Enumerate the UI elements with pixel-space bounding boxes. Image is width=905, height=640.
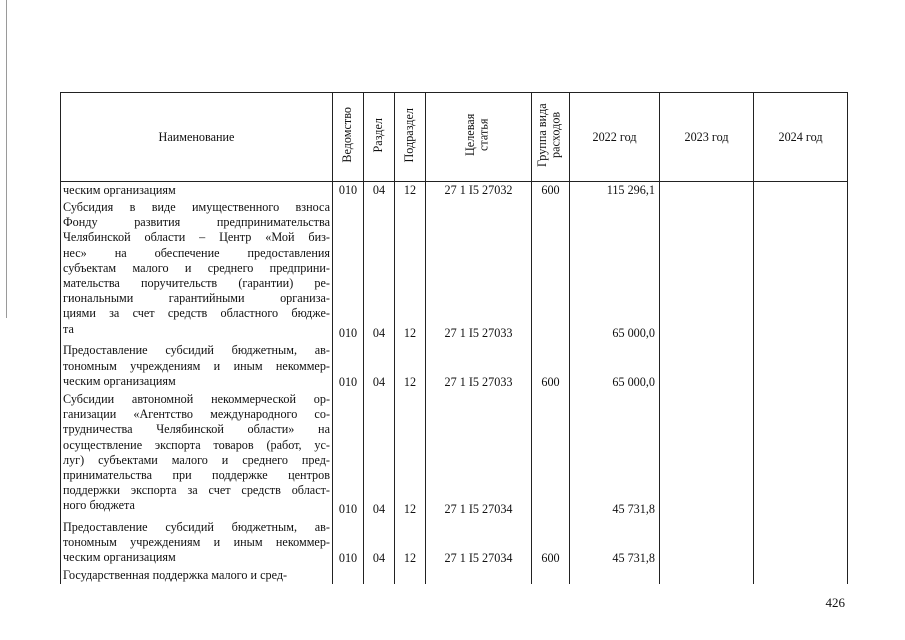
- row-section: 04: [364, 391, 395, 519]
- row-section: 04: [364, 199, 395, 343]
- table-body: [61, 182, 848, 585]
- header-row: [61, 93, 848, 182]
- row-name-line: ного бюджета: [63, 498, 135, 513]
- row-expense-group: [532, 199, 570, 343]
- header-2022: 2022 год: [570, 93, 660, 182]
- table-row: [61, 567, 848, 584]
- row-section: [364, 567, 395, 584]
- row-name-line: субъектам малого и среднего предприни-: [63, 260, 330, 275]
- row-department: 010: [333, 182, 364, 199]
- row-amount-2024: [754, 567, 848, 584]
- row-name-line: гиональными гарантийными организа-: [63, 291, 330, 306]
- row-amount-2022: 115 296,1: [570, 182, 660, 199]
- row-target-item: [426, 567, 532, 584]
- row-name-line: ческим организациям: [63, 183, 176, 197]
- row-subsection: 12: [395, 519, 426, 568]
- row-target-item: 27 1 I5 27033: [426, 342, 532, 391]
- page-number: 426: [825, 595, 845, 610]
- row-name-cell: [61, 182, 333, 199]
- header-section-label: Раздел: [371, 117, 386, 153]
- header-subsection-label: Подраздел: [402, 107, 417, 163]
- row-amount-2024: [754, 182, 848, 199]
- row-name-line: луг) субъектами малого и среднего пред-: [63, 452, 330, 467]
- row-expense-group: 600: [532, 342, 570, 391]
- row-amount-2024: [754, 391, 848, 519]
- row-department: 010: [333, 342, 364, 391]
- row-name-cell: [61, 342, 333, 391]
- row-amount-2023: [660, 342, 754, 391]
- row-section: 04: [364, 182, 395, 199]
- row-name-line: поддержки экспорта за счет средств област-: [63, 483, 330, 498]
- row-subsection: 12: [395, 182, 426, 199]
- budget-table: [60, 92, 848, 584]
- header-target-item: [426, 93, 532, 182]
- header-expense-group: [532, 93, 570, 182]
- row-amount-2023: [660, 182, 754, 199]
- row-name-line: осуществление экспорта товаров (работ, ус-: [63, 437, 330, 452]
- row-amount-2024: [754, 342, 848, 391]
- row-name-line: Государственная поддержка малого и сред-: [63, 568, 288, 583]
- row-name-cell: [61, 391, 333, 519]
- row-target-item: 27 1 I5 27034: [426, 519, 532, 568]
- header-2024: 2024 год: [754, 93, 848, 182]
- row-name-line: ческим организациям: [63, 373, 176, 388]
- row-amount-2022: 65 000,0: [570, 199, 660, 343]
- row-name-line: тономным учреждениям и иным некоммер-: [63, 358, 330, 373]
- row-target-item: 27 1 I5 27033: [426, 199, 532, 343]
- row-name-line: ческим организациям: [63, 549, 176, 564]
- row-amount-2023: [660, 391, 754, 519]
- header-expense-group-label: Группа вида расходов: [534, 103, 562, 167]
- row-department: 010: [333, 199, 364, 343]
- row-department: [333, 567, 364, 584]
- table-row: [61, 182, 848, 199]
- row-name-line: Челябинской области – Центр «Мой биз-: [63, 230, 330, 245]
- row-expense-group: 600: [532, 182, 570, 199]
- row-amount-2022: [570, 567, 660, 584]
- row-amount-2022: 45 731,8: [570, 519, 660, 568]
- row-name-line: тономным учреждениям и иным некоммер-: [63, 534, 330, 549]
- row-expense-group: [532, 567, 570, 584]
- row-target-item: 27 1 I5 27034: [426, 391, 532, 519]
- header-name: Наименование: [61, 93, 333, 182]
- row-name-line: ганизации «Агентство международного со-: [63, 407, 330, 422]
- table-row: [61, 391, 848, 519]
- row-name-line: принимательства при поддержке центров: [63, 467, 330, 482]
- row-name-line: мательства поручительств (гарантии) ре-: [63, 275, 330, 290]
- row-amount-2023: [660, 519, 754, 568]
- row-subsection: [395, 567, 426, 584]
- row-amount-2022: 45 731,8: [570, 391, 660, 519]
- row-amount-2024: [754, 199, 848, 343]
- row-amount-2022: 65 000,0: [570, 342, 660, 391]
- row-amount-2024: [754, 519, 848, 568]
- table-header: [61, 93, 848, 182]
- row-expense-group: 600: [532, 519, 570, 568]
- row-subsection: 12: [395, 342, 426, 391]
- row-section: 04: [364, 342, 395, 391]
- scan-edge-line: [6, 0, 7, 318]
- row-name-line: циями за счет средств областного бюдже-: [63, 306, 330, 321]
- header-subsection: [395, 93, 426, 182]
- row-department: 010: [333, 391, 364, 519]
- table-row: [61, 342, 848, 391]
- row-name-cell: [61, 567, 333, 584]
- row-name-line: Субсидии автономной некоммерческой ор-: [63, 391, 330, 406]
- row-name-cell: [61, 199, 333, 343]
- table-row: [61, 519, 848, 568]
- row-expense-group: [532, 391, 570, 519]
- row-target-item: 27 1 I5 27032: [426, 182, 532, 199]
- row-department: 010: [333, 519, 364, 568]
- row-name-line: трудничества Челябинской области» на: [63, 422, 330, 437]
- header-2023: 2023 год: [660, 93, 754, 182]
- row-name-line: та: [63, 321, 74, 336]
- header-department: [333, 93, 364, 182]
- row-amount-2023: [660, 199, 754, 343]
- row-amount-2023: [660, 567, 754, 584]
- table-row: [61, 199, 848, 343]
- row-name-line: Фонду развития предпринимательства: [63, 215, 330, 230]
- row-name-line: Предоставление субсидий бюджетным, ав-: [63, 519, 330, 534]
- header-department-label: Ведомство: [340, 107, 355, 163]
- row-name-line: нес» на обеспечение предоставления: [63, 245, 330, 260]
- row-subsection: 12: [395, 199, 426, 343]
- row-name-line: Субсидия в виде имущественного взноса: [63, 199, 330, 214]
- row-name-cell: [61, 519, 333, 568]
- row-section: 04: [364, 519, 395, 568]
- row-subsection: 12: [395, 391, 426, 519]
- header-section: [364, 93, 395, 182]
- row-name-line: Предоставление субсидий бюджетным, ав-: [63, 343, 330, 358]
- header-target-item-label: Целевая статья: [462, 113, 490, 157]
